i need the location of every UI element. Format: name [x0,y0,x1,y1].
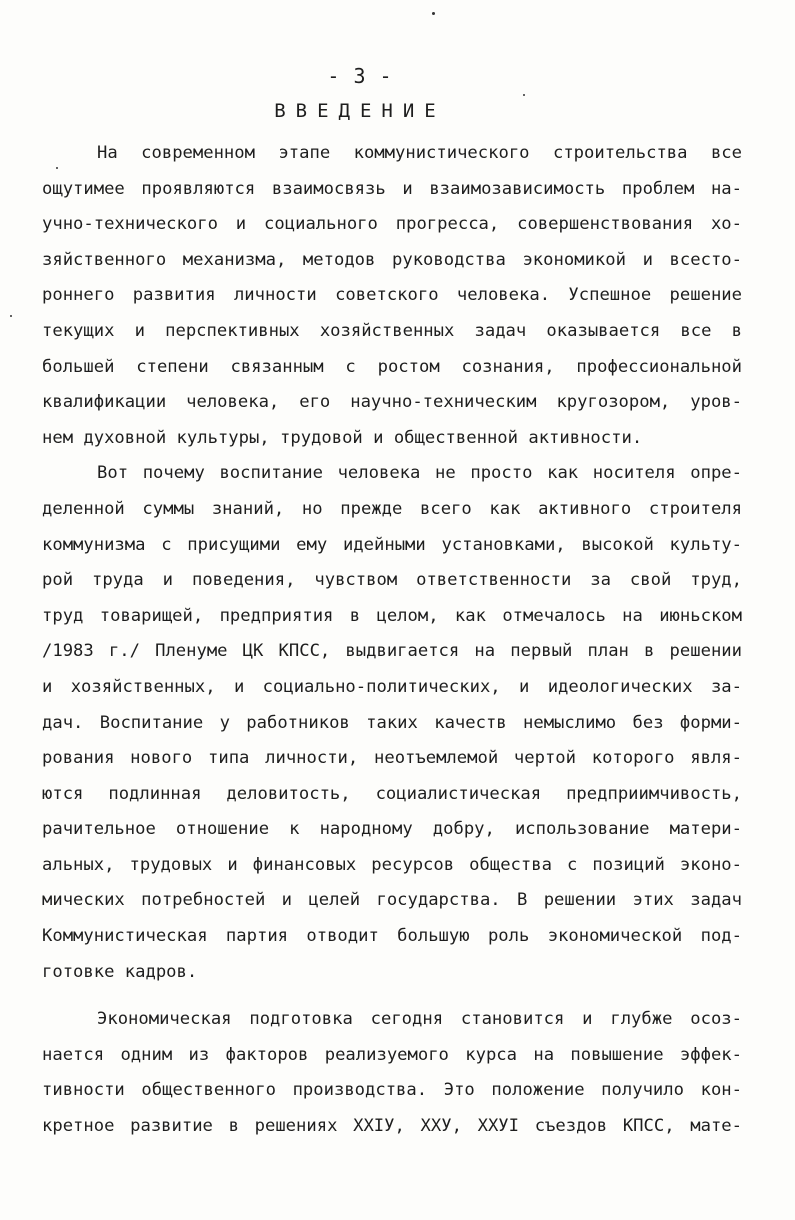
text-line: альных, трудовых и финансовых ресурсов общества с позиций эконо- [42,854,742,875]
text-line: рования нового типа личности, неотъемлемой чертой которого явля- [42,748,742,769]
text-line: и хозяйственных, и социально-политических, и идеологических за- [42,676,742,697]
text-line: кретное развитие в решениях XXIУ, XXУ, XXУI съездов КПСС, мате- [42,1116,742,1137]
text-line: рачительное отношение к народному добру, использование матери- [42,819,742,840]
text-line: труд товарищей, предприятия в целом, как отмечалось на июньском [42,605,742,626]
text-line: Экономическая подготовка сегодня становится и глубже осоз- [97,1009,742,1030]
text-line: учно-технического и социального прогресса, совершенствования хо- [42,214,742,235]
scan-speck [523,94,525,96]
text-line: нем духовной культуры, трудовой и общественной активности. [42,427,643,448]
paragraph-gap [42,990,742,1002]
document-body [42,136,742,1145]
paragraph [42,1002,742,1144]
text-line: роннего развития личности советского человека. Успешное решение [42,285,742,306]
page-number: - 3 - [327,64,393,88]
text-line: ощутимее проявляются взаимосвязь и взаимозависимость проблем на- [42,178,742,199]
text-line: ются подлинная деловитость, социалистическая предприимчивость, [42,783,742,804]
text-line: Вот почему воспитание человека не просто как носителя опре- [97,463,742,484]
text-line: нается одним из факторов реализуемого курса на повышение эффек- [42,1044,742,1065]
text-line: тивности общественного производства. Это положение получило кон- [42,1080,742,1101]
text-line: квалификации человека, его научно-техническим кругозором, уров- [42,392,742,413]
text-line: /1983 г./ Пленуме ЦК КПСС, выдвигается на первый план в решении [42,641,742,662]
paragraph [42,456,742,990]
text-line: большей степени связанным с ростом сознания, профессиональной [42,356,742,377]
text-line: коммунизма с присущими ему идейными установками, высокой культу- [42,534,742,555]
scan-speck [432,12,435,15]
paragraph [42,136,742,456]
scan-speck [10,315,12,317]
text-line: текущих и перспективных хозяйственных задач оказывается все в [42,320,742,341]
text-line: дач. Воспитание у работников таких качеств немыслимо без форми- [42,712,742,733]
text-line: мических потребностей и целей государства. В решении этих задач [42,890,742,911]
text-line: Коммунистическая партия отводит большую роль экономической под- [42,926,742,947]
page-title: ВВЕДЕНИЕ [274,100,446,122]
text-line: зяйственного механизма, методов руководства экономикой и всесто- [42,249,742,270]
text-line: готовке кадров. [42,961,198,982]
text-line: деленной суммы знаний, но прежде всего как активного строителя [42,498,742,519]
text-line: рой труда и поведения, чувством ответственности за свой труд, [42,570,742,591]
text-line: На современном этапе коммунистического строительства все [97,143,742,163]
